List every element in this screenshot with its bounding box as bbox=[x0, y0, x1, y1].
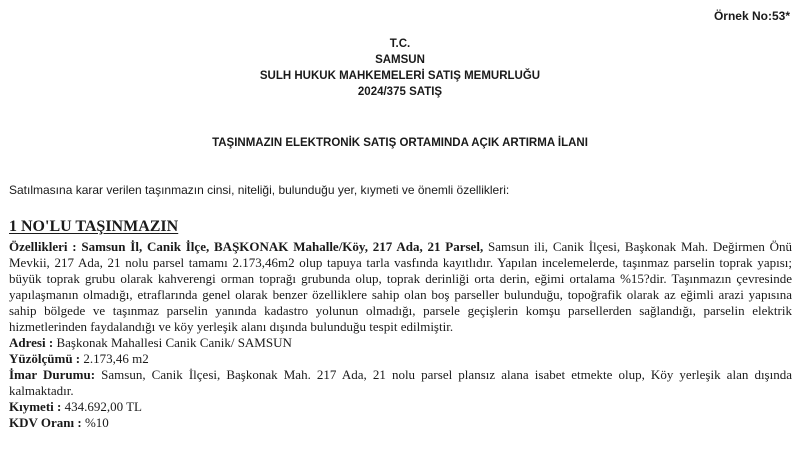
zoning-line bbox=[9, 367, 792, 399]
vat-label: KDV Oranı : bbox=[9, 415, 82, 430]
features-text: Samsun ili, Canik İlçesi, Başkonak Mah. Değirmen Önü Mevkii, 217 Ada, 21 nolu parsel tamamı 2.173,46m2 olup tapuya tarla vasfında kayıtlıdır. Yapılan incelemelerde, taşınmaz parselin toprak yapısı; büyük toprak grubu olarak kahverengi orman toprağı grubunda olup, toprak derinliği orta derin, eğimi ortalama %15?dir. Taşınmazın çevresinde yapılaşmanın olmadığı, etraflarında genel olarak benzer özelliklere sahip olan boş parseller bulunduğu, topoğrafik olarak az eğimli arazi yapısına sahip bölgede ve taşınmaz parselin yanında kadastro yolunun olmadığı, parsele geçişlerin komşu parsellerden sağlandığı, parselin elektrik hizmetlerinden faydalandığı ve köy yerleşik alanı dışında bulunduğu tespit edilmiştir. bbox=[9, 239, 793, 334]
area-line bbox=[9, 351, 792, 367]
address-label: Adresi : bbox=[9, 335, 54, 350]
property-details bbox=[9, 239, 792, 431]
vat-value: %10 bbox=[81, 415, 109, 430]
zoning-label: İmar Durumu: bbox=[9, 367, 96, 382]
property-title: 1 NO'LU TAŞINMAZIN bbox=[9, 218, 179, 235]
address-line bbox=[9, 335, 792, 351]
form-number: Örnek No:53* bbox=[713, 9, 790, 23]
value-label: Kıymeti : bbox=[9, 399, 62, 414]
area-value: 2.173,46 m2 bbox=[80, 351, 149, 366]
header-office: SULH HUKUK MAHKEMELERİ SATIŞ MEMURLUĞU bbox=[259, 70, 541, 82]
header-case-number: 2024/375 SATIŞ bbox=[357, 86, 443, 98]
zoning-value: Samsun, Canik İlçesi, Başkonak Mah. 217 Ada, 21 nolu parsel plansız alana isabet etmekte olup, Köy yerleşik alan dışında kalmaktadır. bbox=[9, 367, 792, 398]
area-label: Yüzölçümü : bbox=[9, 351, 81, 366]
vat-line bbox=[9, 415, 792, 431]
features-label: Özellikleri : Samsun İl, Canik İlçe, BAŞKONAK Mahalle/Köy, 217 Ada, 21 Parsel, bbox=[9, 239, 484, 254]
header-country: T.C. bbox=[389, 38, 411, 50]
notice-title: TAŞINMAZIN ELEKTRONİK SATIŞ ORTAMINDA AÇIK ARTIRMA İLANI bbox=[212, 137, 588, 149]
value-amount: 434.692,00 TL bbox=[61, 399, 142, 414]
intro-text: Satılmasına karar verilen taşınmazın cinsi, niteliği, bulunduğu yer, kıymeti ve önemli özellikleri: bbox=[9, 183, 510, 197]
features-paragraph bbox=[9, 239, 792, 335]
value-line bbox=[9, 399, 792, 415]
document-header bbox=[0, 36, 800, 100]
header-city: SAMSUN bbox=[375, 54, 425, 66]
address-value: Başkonak Mahallesi Canik Canik/ SAMSUN bbox=[53, 335, 292, 350]
